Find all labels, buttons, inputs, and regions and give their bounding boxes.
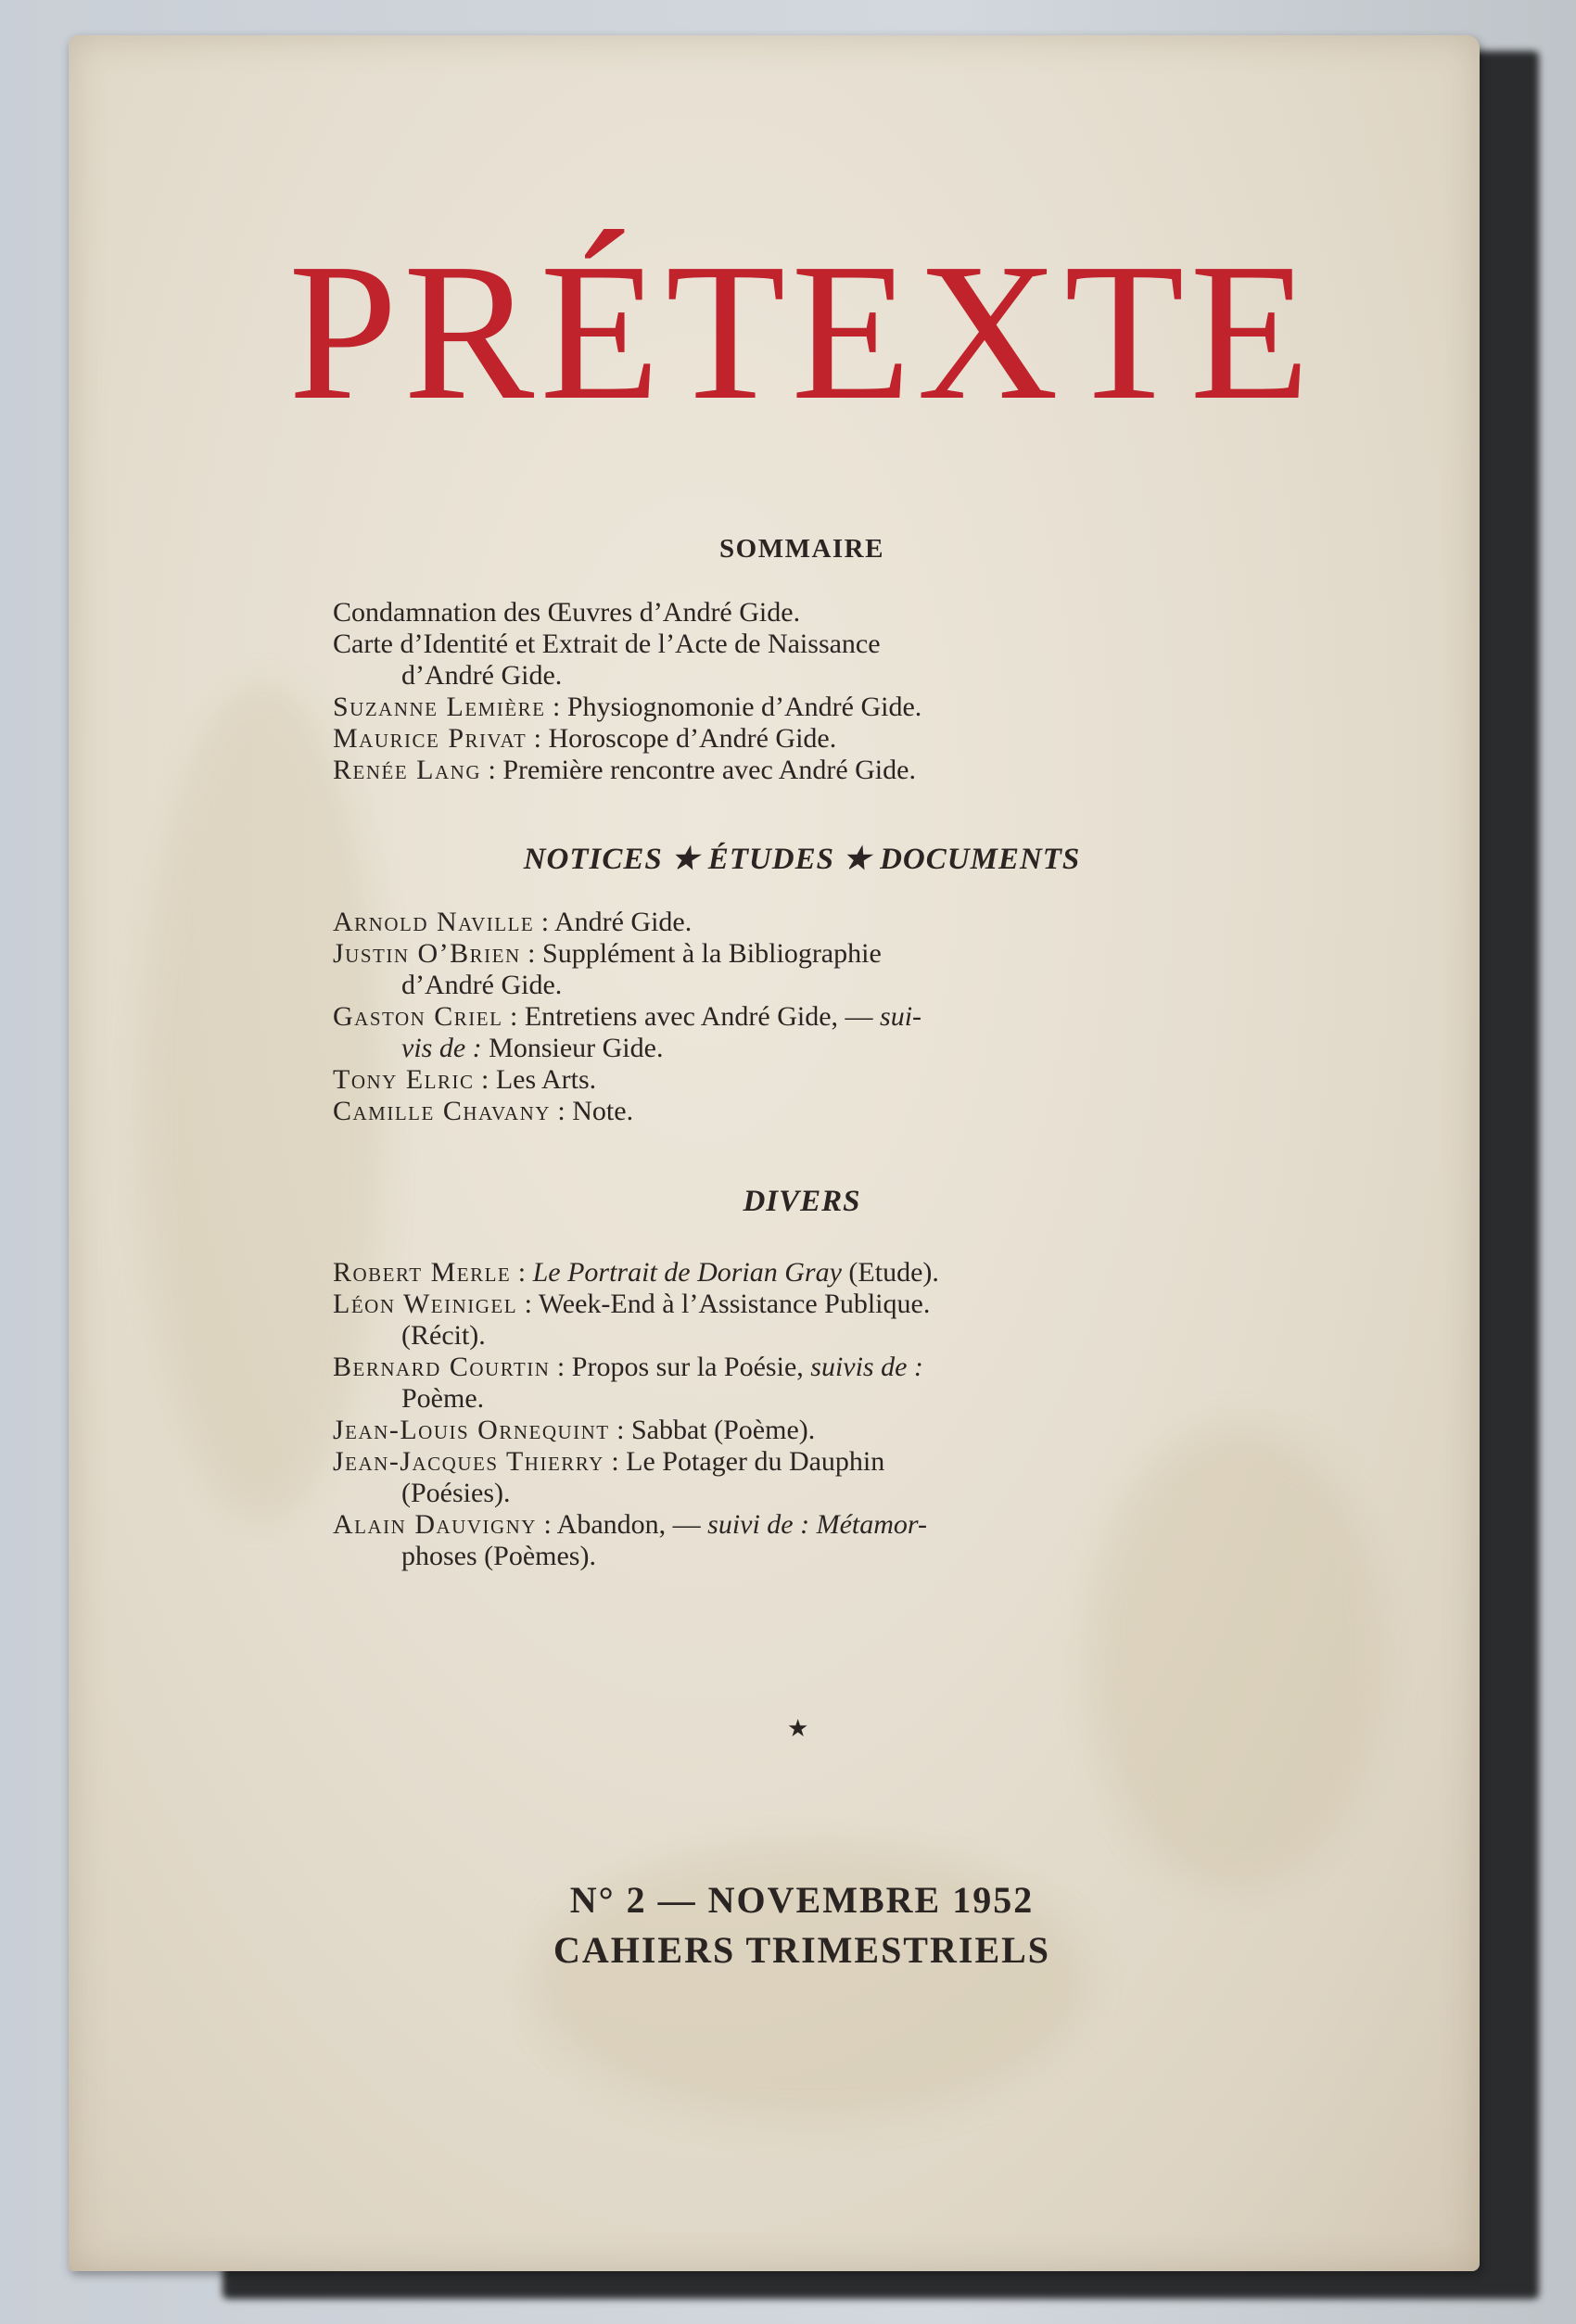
toc-entry: Justin O’Brien : Supplément à la Bibliographie bbox=[333, 938, 882, 969]
toc-entry: Léon Weinigel : Week-End à l’Assistance Publique. bbox=[333, 1289, 931, 1319]
toc-entry: Carte d’Identité et Extrait de l’Acte de Naissance bbox=[333, 629, 881, 659]
toc-entry: Robert Merle : Le Portrait de Dorian Gray (Etude). bbox=[333, 1257, 939, 1288]
notices-list bbox=[333, 907, 1212, 1127]
toc-entry: Condamnation des Œuvres d’André Gide. bbox=[333, 597, 801, 628]
divers-list bbox=[333, 1257, 1212, 1572]
toc-entry: Suzanne Lemière : Physiognomonie d’André Gide. bbox=[333, 692, 922, 722]
toc-entry: Camille Chavany : Note. bbox=[333, 1096, 634, 1126]
toc-entry-continuation: phoses (Poèmes). bbox=[401, 1541, 596, 1571]
toc-entry-continuation: vis de : Monsieur Gide. bbox=[401, 1033, 664, 1063]
toc-entry: Tony Elric : Les Arts. bbox=[333, 1064, 597, 1095]
book-cover bbox=[69, 35, 1480, 2271]
toc-entry: Arnold Naville : André Gide. bbox=[333, 907, 693, 937]
toc-entry: Jean-Jacques Thierry : Le Potager du Dauphin bbox=[333, 1446, 885, 1477]
toc-entry: Jean-Louis Ornequint : Sabbat (Poème). bbox=[333, 1415, 816, 1445]
toc-entry-continuation: d’André Gide. bbox=[401, 970, 563, 1000]
toc-entry: Alain Dauvigny : Abandon, — suivi de : Métamor- bbox=[333, 1509, 927, 1540]
toc-entry: Renée Lang : Première rencontre avec André Gide. bbox=[333, 755, 916, 785]
toc-entry: Bernard Courtin : Propos sur la Poésie, suivis de : bbox=[333, 1352, 923, 1382]
toc-entry: Gaston Criel : Entretiens avec André Gide, — sui- bbox=[333, 1001, 922, 1032]
issue-number: N° 2 — NOVEMBRE 1952 bbox=[569, 1879, 1035, 1921]
toc-entry-continuation: Poème. bbox=[401, 1383, 485, 1414]
toc-entry-continuation: (Récit). bbox=[401, 1320, 486, 1351]
toc-entry-continuation: d’André Gide. bbox=[401, 660, 563, 691]
series-name: CAHIERS TRIMESTRIELS bbox=[553, 1929, 1051, 1971]
sommaire-heading: SOMMAIRE bbox=[719, 534, 884, 564]
sommaire-list bbox=[333, 597, 1212, 786]
toc-entry-continuation: (Poésies). bbox=[401, 1478, 511, 1508]
divers-heading: DIVERS bbox=[743, 1185, 861, 1218]
star-ornament: ★ bbox=[787, 1715, 809, 1742]
notices-heading: NOTICES ★ ÉTUDES ★ DOCUMENTS bbox=[523, 843, 1081, 876]
toc-entry: Maurice Privat : Horoscope d’André Gide. bbox=[333, 723, 837, 754]
magazine-title: PRÉTEXTE bbox=[288, 222, 1315, 440]
